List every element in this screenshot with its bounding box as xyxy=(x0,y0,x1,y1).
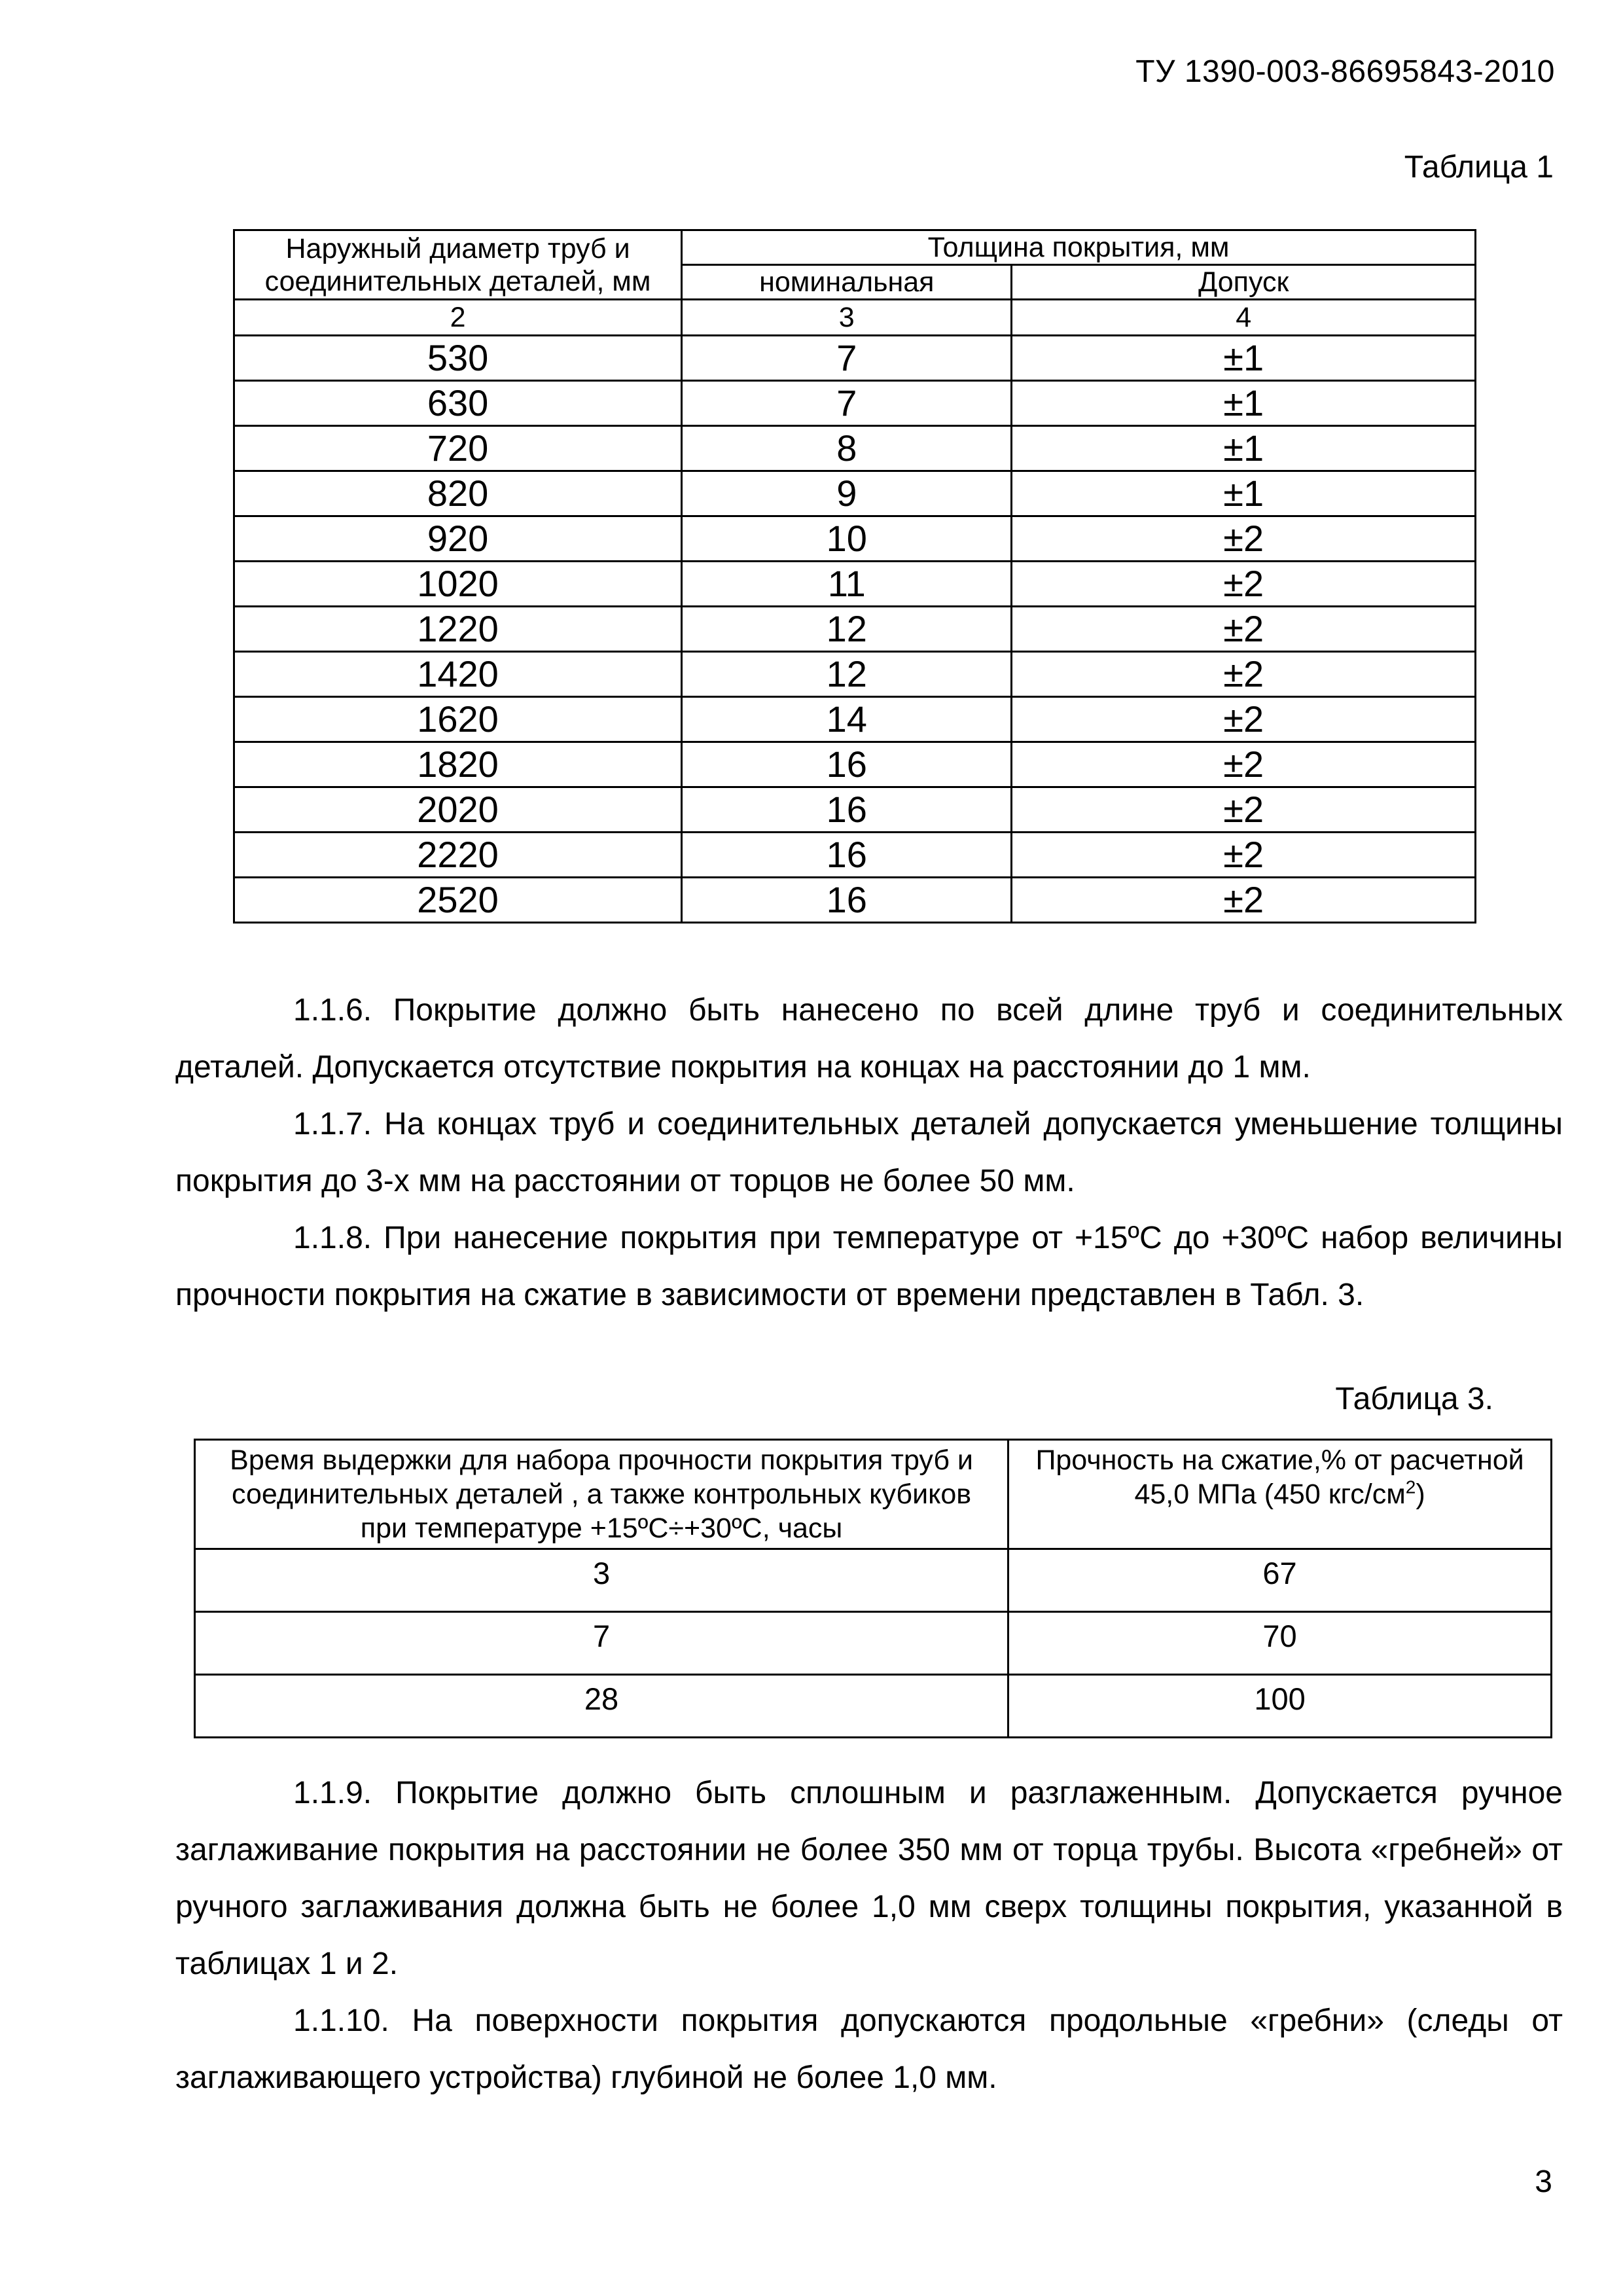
table3-header-time: Время выдержки для набора прочности покрытия труб и соединительных деталей , а также контрольных кубиков при температуре +15ºС÷+30ºС, часы xyxy=(195,1440,1008,1549)
table-cell: 9 xyxy=(682,471,1012,516)
table-cell: 1820 xyxy=(234,742,682,787)
table-cell: 820 xyxy=(234,471,682,516)
table-cell: ±2 xyxy=(1012,516,1476,562)
table-cell: 100 xyxy=(1008,1675,1552,1738)
table1-caption: Таблица 1 xyxy=(1404,150,1554,185)
table-cell: ±2 xyxy=(1012,652,1476,697)
closing-paren: ) xyxy=(1416,1479,1425,1510)
table-cell: ±2 xyxy=(1012,562,1476,607)
table-cell: ±2 xyxy=(1012,787,1476,833)
table-row xyxy=(234,426,1476,471)
table-cell: 67 xyxy=(1008,1549,1552,1612)
table3-header-row xyxy=(195,1440,1552,1549)
table1-header-nominal: номинальная xyxy=(682,265,1012,300)
table-cell: 14 xyxy=(682,697,1012,742)
paragraph-1-1-8 xyxy=(175,1210,1563,1323)
table1-header-tolerance: Допуск xyxy=(1012,265,1476,300)
table-row xyxy=(234,607,1476,652)
paragraph-1-1-9 xyxy=(175,1765,1563,1992)
table-cell: 10 xyxy=(682,516,1012,562)
table-cell: 7 xyxy=(682,381,1012,426)
page-number: 3 xyxy=(1535,2164,1552,2199)
table-cell: ±1 xyxy=(1012,471,1476,516)
table1-header-diameter: Наружный диаметр труб и соединительных деталей, мм xyxy=(234,230,682,300)
table-row xyxy=(234,833,1476,878)
table1-column-numbers-row xyxy=(234,300,1476,336)
table-cell: 12 xyxy=(682,607,1012,652)
table1-header-thickness: Толщина покрытия, мм xyxy=(682,230,1476,265)
table-cell: 1420 xyxy=(234,652,682,697)
table-cell: ±2 xyxy=(1012,878,1476,923)
table-cell: ±2 xyxy=(1012,833,1476,878)
table-cell: 70 xyxy=(1008,1612,1552,1675)
table-row xyxy=(234,652,1476,697)
paragraph-text: 1.1.6. Покрытие должно быть нанесено по всей длине труб и соединительных деталей. Допускается отсутствие покрытия на концах на расстоянии до 1 мм. xyxy=(175,993,1563,1085)
paragraph-text: 1.1.9. Покрытие должно быть сплошным и разглаженным. Допускается ручное заглаживание покрытия на расстоянии не более 350 мм от торца трубы. Высота «гребней» от ручного заглаживания должна быть не более 1,0 мм сверх толщины покрытия, указанной в таблицах 1 и 2. xyxy=(175,1776,1563,1981)
table-cell: 16 xyxy=(682,878,1012,923)
table-cell: 2220 xyxy=(234,833,682,878)
table1-col-number: 4 xyxy=(1012,300,1476,336)
table-row xyxy=(234,742,1476,787)
table-cell: ±2 xyxy=(1012,742,1476,787)
table3-header-strength xyxy=(1008,1440,1552,1549)
table-cell: 3 xyxy=(195,1549,1008,1612)
table-cell: ±2 xyxy=(1012,607,1476,652)
table-row xyxy=(234,562,1476,607)
superscript: 2 xyxy=(1405,1477,1416,1498)
table3-caption: Таблица 3. xyxy=(1335,1382,1493,1416)
table-row xyxy=(234,878,1476,923)
table-cell: 1020 xyxy=(234,562,682,607)
table-row xyxy=(195,1612,1552,1675)
document-header: ТУ 1390-003-86695843-2010 xyxy=(1135,54,1555,89)
table-cell: 7 xyxy=(682,336,1012,381)
table-row xyxy=(234,471,1476,516)
table-cell: 16 xyxy=(682,833,1012,878)
table-cell: 2020 xyxy=(234,787,682,833)
table-cell: 12 xyxy=(682,652,1012,697)
paragraph-text: 1.1.8. При нанесение покрытия при температуре от +15ºС до +30ºС набор величины прочности покрытия на сжатие в зависимости от времени представлен в Табл. 3. xyxy=(175,1221,1563,1312)
table3-header-strength-text: Прочность на сжатие,% от расчетной 45,0 МПа (450 кгс/см xyxy=(1035,1444,1524,1510)
table-cell: 16 xyxy=(682,787,1012,833)
table-cell: 630 xyxy=(234,381,682,426)
table-cell: 11 xyxy=(682,562,1012,607)
paragraph-1-1-6 xyxy=(175,982,1563,1096)
table-row xyxy=(234,787,1476,833)
table-row xyxy=(234,381,1476,426)
table-coating-thickness xyxy=(233,229,1476,924)
table-cell: ±1 xyxy=(1012,426,1476,471)
table-cell: 7 xyxy=(195,1612,1008,1675)
table-cell: 920 xyxy=(234,516,682,562)
table-row xyxy=(234,697,1476,742)
table-cell: 8 xyxy=(682,426,1012,471)
paragraph-1-1-10 xyxy=(175,1992,1563,2106)
table-cell: 2520 xyxy=(234,878,682,923)
table1-col-number: 3 xyxy=(682,300,1012,336)
paragraph-text: 1.1.7. На концах труб и соединительных деталей допускается уменьшение толщины покрытия до 3-х мм на расстоянии от торцов не более 50 мм. xyxy=(175,1107,1563,1198)
table-row xyxy=(195,1675,1552,1738)
table-strength-gain xyxy=(194,1439,1552,1738)
table-row xyxy=(234,516,1476,562)
table-cell: ±1 xyxy=(1012,336,1476,381)
table-cell: 530 xyxy=(234,336,682,381)
table-row xyxy=(234,336,1476,381)
table1-col-number: 2 xyxy=(234,300,682,336)
table-cell: 16 xyxy=(682,742,1012,787)
table-cell: 720 xyxy=(234,426,682,471)
table-cell: ±1 xyxy=(1012,381,1476,426)
paragraph-text: 1.1.10. На поверхности покрытия допускаются продольные «гребни» (следы от заглаживающего устройства) глубиной не более 1,0 мм. xyxy=(175,2003,1563,2095)
table-row xyxy=(195,1549,1552,1612)
table-cell: 1220 xyxy=(234,607,682,652)
paragraph-1-1-7 xyxy=(175,1096,1563,1210)
table1-header-row xyxy=(234,230,1476,265)
table-cell: 28 xyxy=(195,1675,1008,1738)
table-cell: 1620 xyxy=(234,697,682,742)
table-cell: ±2 xyxy=(1012,697,1476,742)
